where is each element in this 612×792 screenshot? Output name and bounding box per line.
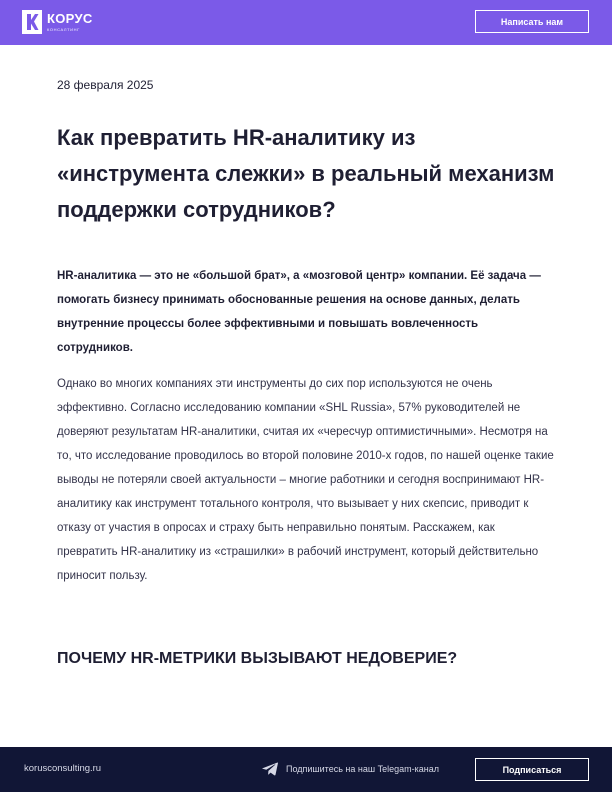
- contact-us-button[interactable]: Написать нам: [475, 10, 589, 33]
- article-body-paragraph: Однако во многих компаниях эти инструменты до сих пор используются не очень эффективно. Согласно исследованию компании «SHL Russia», 57% руководителей не доверяют результатам HR-аналитики, считая их «чересчур оптимистичными». Несмотря на то, что исследование проводилось во второй половине 2010-х годов, по нашей оценке такие выводы не потеряли своей актуальности – многие работники и сегодня воспринимают HR-аналитику как инструмент тотального контроля, что вызывает у них скепсис, приводит к отказу от участия в опросах и страху быть неправильно понятым. Расскажем, как превратить HR-аналитику из «страшилки» в рабочий инструмент, который действительно приносит пользу.: [57, 378, 554, 582]
- logo-subtitle: КОНСАЛТИНГ: [47, 27, 80, 32]
- subscribe-button[interactable]: Подписаться: [475, 758, 589, 781]
- logo-name: КОРУС: [47, 11, 93, 26]
- telegram-subscribe-text[interactable]: Подпишитесь на наш Telegam-канал: [286, 764, 439, 774]
- korus-logo[interactable]: [22, 10, 112, 36]
- bottom-footer-bar: [0, 747, 612, 792]
- top-header-bar: [0, 0, 612, 45]
- site-link[interactable]: korusconsulting.ru: [24, 763, 102, 774]
- section-heading: ПОЧЕМУ HR-МЕТРИКИ ВЫЗЫВАЮТ НЕДОВЕРИЕ?: [57, 650, 458, 667]
- publication-date: 28 февраля 2025: [57, 78, 154, 92]
- article-lead-paragraph: HR-аналитика — это не «большой брат», а «мозговой центр» компании. Её задача — помогать бизнесу принимать обоснованные решения на основе данных, делать внутренние процессы более эффективными и повышать вовлеченность сотрудников.: [57, 270, 541, 354]
- telegram-plane-icon[interactable]: [262, 762, 278, 776]
- korus-logo-mark-icon: [22, 10, 42, 34]
- article-title: Как превратить HR-аналитику из «инструмента слежки» в реальный механизм поддержки сотрудников?: [57, 125, 555, 222]
